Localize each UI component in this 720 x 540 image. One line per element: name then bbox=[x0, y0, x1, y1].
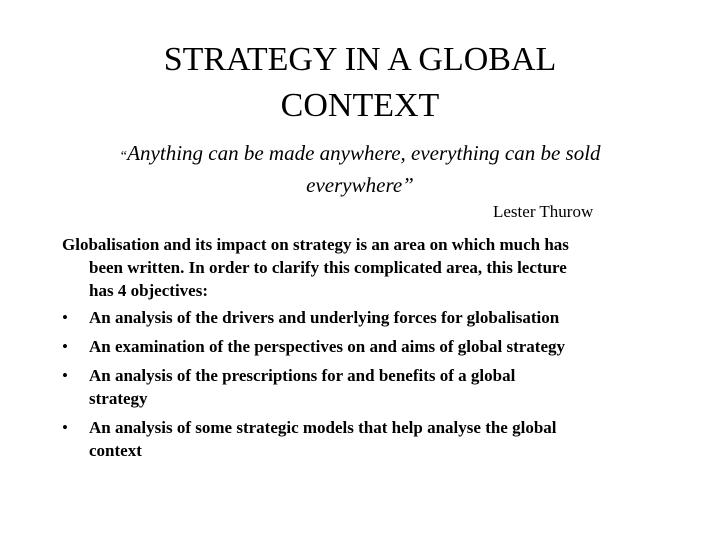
bullet-icon: • bbox=[62, 308, 68, 327]
objectives-list bbox=[62, 306, 672, 468]
quote-line-1 bbox=[40, 139, 680, 171]
title-line-1: STRATEGY IN A GLOBAL bbox=[163, 41, 557, 78]
objective-text: An examination of the perspectives on and aims of global strategy bbox=[89, 337, 565, 356]
objective-text-continued: context bbox=[89, 441, 142, 460]
objective-item bbox=[62, 335, 672, 358]
objective-item bbox=[62, 364, 672, 410]
quote-open-mark: “ bbox=[119, 149, 128, 164]
quote-line-1-text: Anything can be made anywhere, everything can be sold bbox=[127, 141, 601, 165]
objective-item bbox=[62, 416, 672, 462]
objective-item bbox=[62, 306, 672, 329]
intro-paragraph bbox=[62, 233, 672, 302]
quote-line-2: everywhere” bbox=[306, 173, 414, 197]
intro-line-1: Globalisation and its impact on strategy is an area on which much has bbox=[62, 235, 569, 254]
bullet-icon: • bbox=[62, 366, 68, 385]
intro-line-2: been written. In order to clarify this complicated area, this lecture bbox=[89, 258, 567, 277]
objective-text-continued: strategy bbox=[89, 389, 148, 408]
objective-text: An analysis of the drivers and underlying forces for globalisation bbox=[89, 308, 560, 327]
slide-title bbox=[0, 37, 720, 129]
objective-text: An analysis of some strategic models that help analyse the global bbox=[89, 418, 557, 437]
title-line-2: CONTEXT bbox=[280, 87, 440, 124]
quote-author: Lester Thurow bbox=[493, 202, 594, 221]
bullet-icon: • bbox=[62, 418, 68, 437]
bullet-icon: • bbox=[62, 337, 68, 356]
quote bbox=[40, 139, 680, 199]
objective-text: An analysis of the prescriptions for and benefits of a global bbox=[89, 366, 516, 385]
intro-line-3: has 4 objectives: bbox=[89, 281, 208, 300]
